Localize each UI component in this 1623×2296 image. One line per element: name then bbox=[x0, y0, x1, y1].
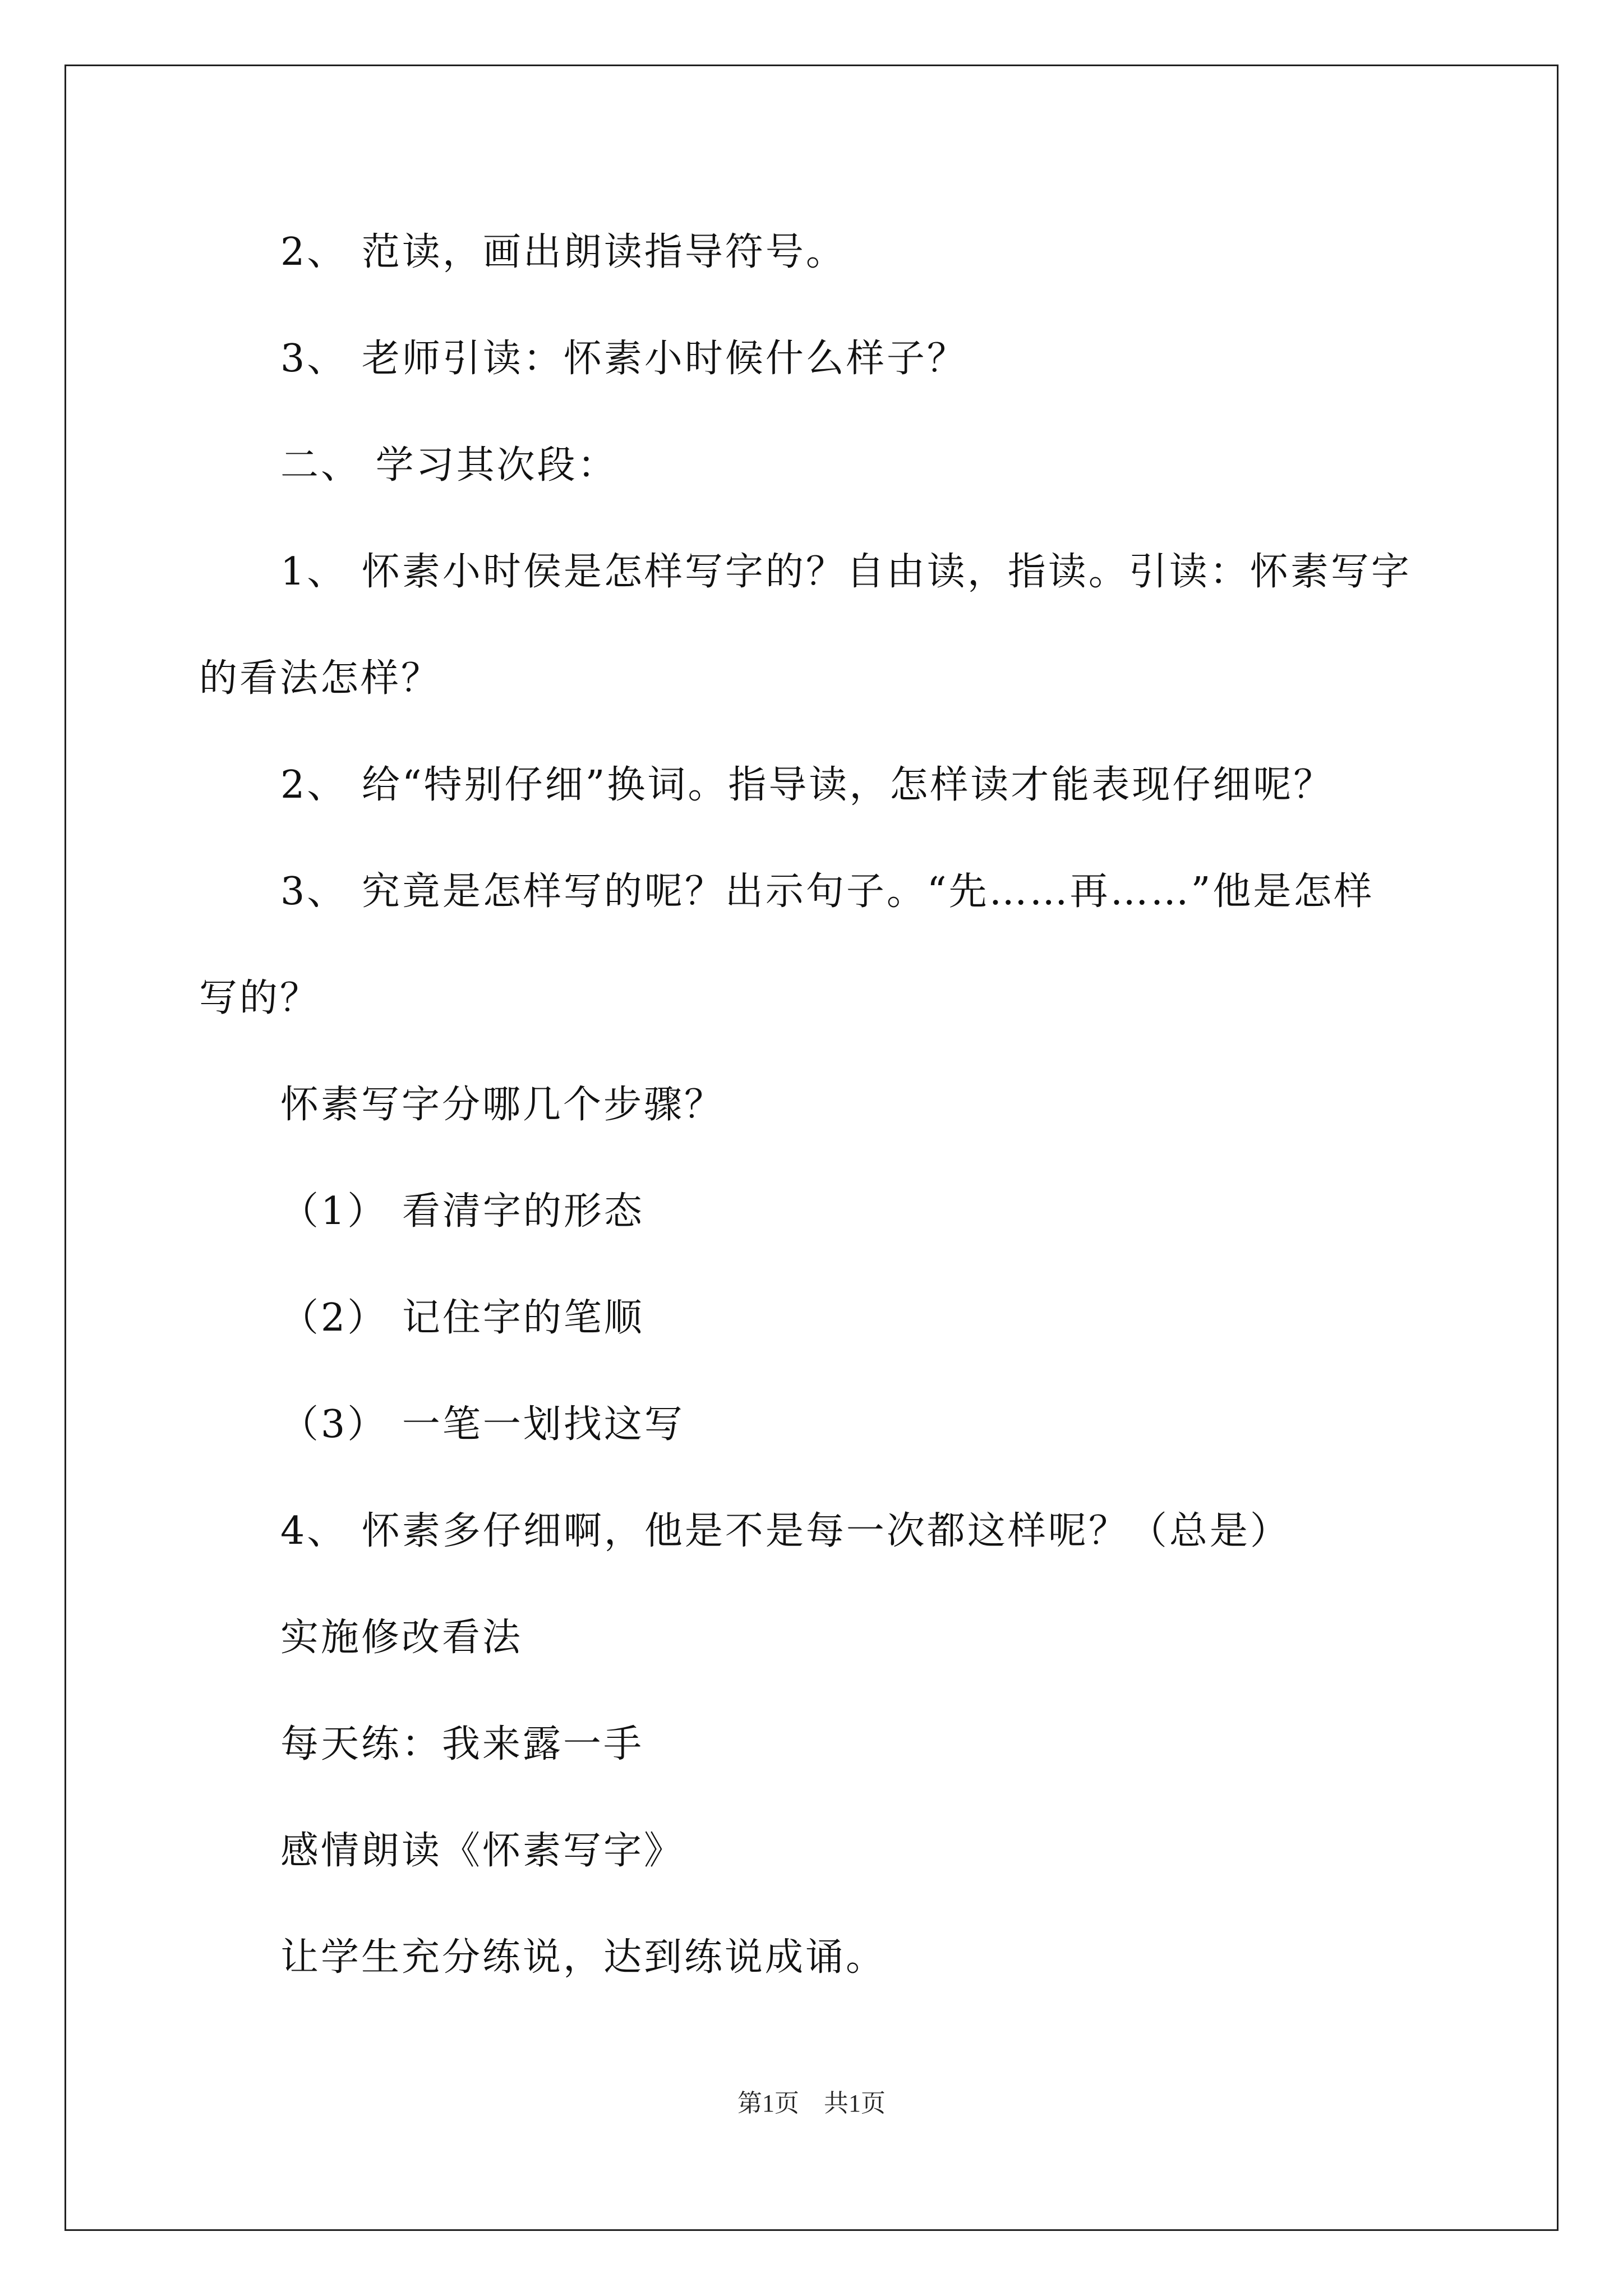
text-line-17: 让学生充分练说，达到练说成诵。 bbox=[280, 1935, 887, 1980]
text-line-16: 感情朗读《怀素写字》 bbox=[280, 1829, 685, 1873]
text-line-6: 2、 给“特别仔细”换词。指导读，怎样读才能表现仔细呢？ bbox=[280, 763, 1334, 807]
text-line-5: 的看法怎样？ bbox=[199, 656, 442, 701]
text-line-7: 3、 究竟是怎样写的呢？出示句子。“先……再……”他是怎样 bbox=[280, 869, 1375, 914]
page-number-footer: 第1页 共1页 bbox=[737, 2090, 886, 2117]
text-line-2: 3、 老师引读：怀素小时候什么样子？ bbox=[280, 337, 967, 381]
text-line-8: 写的？ bbox=[199, 976, 321, 1020]
text-line-13: 4、 怀素多仔细啊，他是不是每一次都这样呢？（总是） bbox=[280, 1509, 1290, 1553]
text-line-3: 二、 学习其次段： bbox=[280, 443, 618, 487]
page-border bbox=[64, 65, 1559, 2231]
text-line-11: （2） 记住字的笔顺 bbox=[280, 1296, 644, 1340]
text-line-15: 每天练：我来露一手 bbox=[280, 1722, 644, 1766]
text-line-14: 实施修改看法 bbox=[280, 1616, 523, 1660]
text-line-9: 怀素写字分哪几个步骤？ bbox=[280, 1083, 725, 1127]
text-line-4: 1、 怀素小时侯是怎样写字的？自由读，指读。引读：怀素写字 bbox=[280, 550, 1412, 594]
text-line-1: 2、 范读，画出朗读指导符号。 bbox=[280, 230, 846, 274]
text-line-10: （1） 看清字的形态 bbox=[280, 1189, 644, 1234]
text-line-12: （3） 一笔一划找这写 bbox=[280, 1402, 685, 1447]
